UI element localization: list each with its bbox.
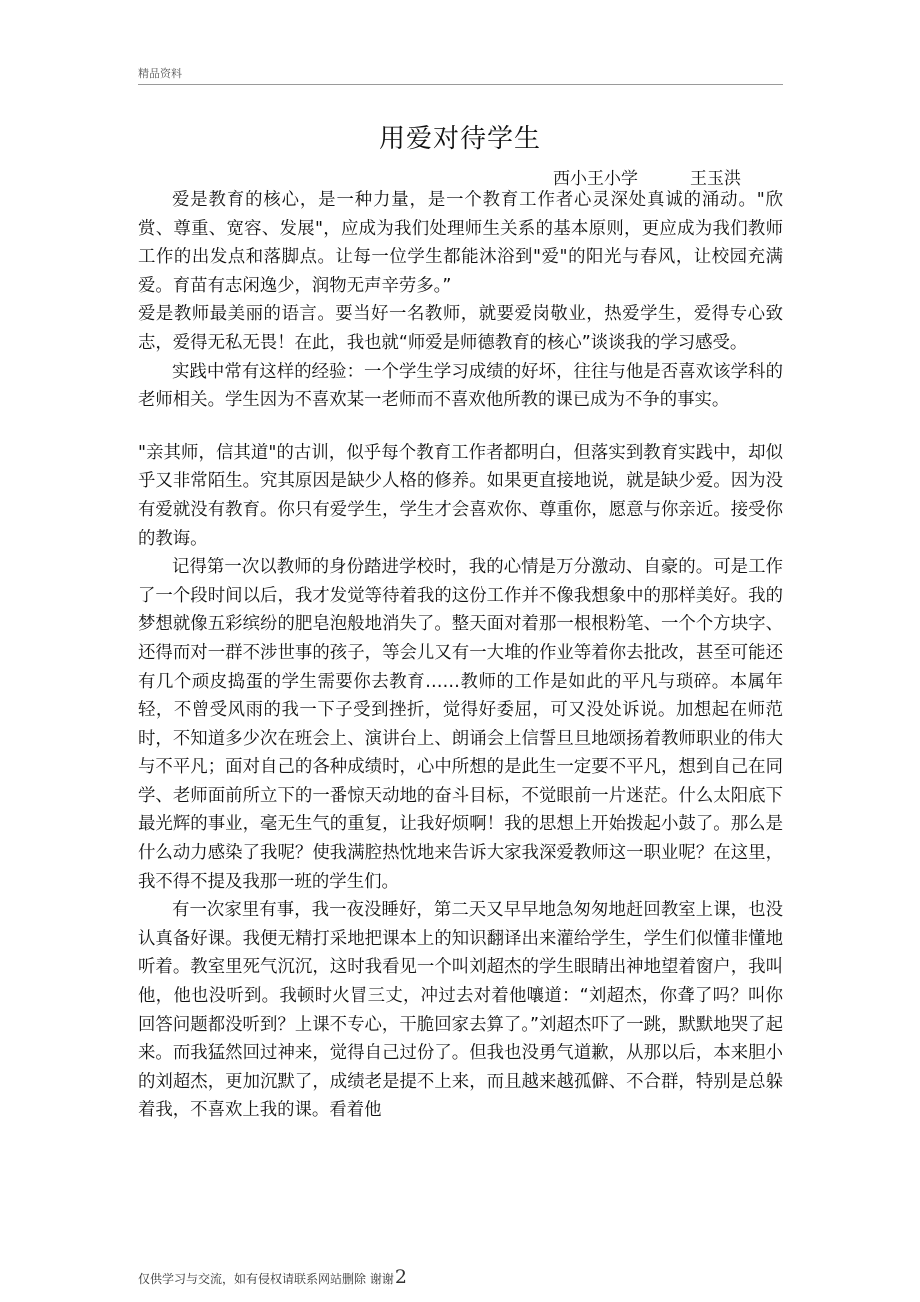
page-footer bbox=[138, 1266, 407, 1288]
paragraph-1: 爱是教育的核心，是一种力量，是一个教育工作者心灵深处真诚的涌动。"欣赏、尊重、宽容、发展"，应成为我们处理师生关系的基本原则，更应成为我们教师工作的出发点和落脚点。让每一位学生都能沐浴到"爱"的阳光与春风，让校园充满爱。育苗有志闲逸少，润物无声辛劳多。” bbox=[138, 190, 783, 296]
document-title: 用爱对待学生 bbox=[378, 124, 541, 154]
paragraph-4: "亲其师，信其道"的古训，似乎每个教育工作者都明白，但落实到教育实践中，却似乎又非常陌生。究其原因是缺少人格的修养。如果更直接地说，就是缺少爱。因为没有爱就没有教育。你只有爱学生，学生才会喜欢你、尊重你，愿意与你亲近。接受你的教诲。 bbox=[138, 442, 783, 549]
paragraph-2: 爱是教师最美丽的语言。要当好一名教师，就要爱岗敬业，热爱学生，爱得专心致志，爱得无私无畏！在此，我也就“师爱是师德教育的核心”谈谈我的学习感受。 bbox=[138, 304, 783, 353]
paragraph-5: 记得第一次以教师的身份踏进学校时，我的心情是万分激动、自豪的。可是工作了一个段时间以后，我才发觉等待着我的这份工作并不像我想象中的那样美好。我的梦想就像五彩缤纷的肥皂泡般地消失了。整天面对着那一根根粉笔、一个个方块字、还得而对一群不涉世事的孩子，等会儿又有一大堆的作业等着你去批改，甚至可能还有几个顽皮捣蛋的学生需要你去教育……教师的工作是如此的平凡与琐碎。本属年轻，不曾受风雨的我一下子受到挫折，觉得好委屈，可又没处诉说。加想起在师范时，不知道多少次在班会上、演讲台上、朗诵会上信誓旦旦地颂扬着教师职业的伟大与不平凡；面对自己的各种成绩时，心中所想的是此生一定要不平凡，想到自己在同学、老师面前所立下的一番惊天动地的奋斗目标，不觉眼前一片迷茫。什么太阳底下最光辉的事业，毫无生气的重复，让我好烦啊！我的思想上开始拨起小鼓了。那么是什么动力感染了我呢？使我满腔热忱地来告诉大家我深爱教师这一职业呢？在这里，我不得不提及我那一班的学生们。 bbox=[138, 557, 783, 892]
paragraph-3: 实践中常有这样的经验：一个学生学习成绩的好坏，往往与他是否喜欢该学科的老师相关。学生因为不喜欢某一老师而不喜欢他所教的课已成为不争的事实。 bbox=[138, 361, 783, 411]
footer-note: 仅供学习与交流，如有侵权请联系网站删除 谢谢 bbox=[138, 1272, 394, 1286]
document-body bbox=[138, 186, 783, 1125]
header-label: 精品资料 bbox=[138, 67, 182, 80]
paragraph-gap bbox=[138, 415, 783, 439]
paragraph-6: 有一次家里有事，我一夜没睡好，第二天又早早地急匆匆地赶回教室上课，也没认真备好课。我便无精打采地把课本上的知识翻译出来灌给学生，学生们似懂非懂地听着。教室里死气沉沉，这时我看见一个叫刘超杰的学生眼睛出神地望着窗户，我叫他，他也没听到。我顿时火冒三丈，冲过去对着他嚷道：“刘超杰，你聋了吗？叫你回答问题都没听到？上课不专心，干脆回家去算了。”刘超杰吓了一跳，默默地哭了起来。而我猛然回过神来，觉得自己过份了。但我也没勇气道歉，从那以后，本来胆小的刘超杰，更加沉默了，成绩老是提不上来，而且越来越孤僻、不合群，特别是总躲着我，不喜欢上我的课。看着他 bbox=[138, 900, 783, 1121]
page-number: 2 bbox=[394, 1266, 407, 1288]
school-name: 西小王小学 bbox=[553, 169, 638, 189]
page-header bbox=[138, 62, 783, 85]
author-name: 王玉洪 bbox=[690, 169, 741, 189]
